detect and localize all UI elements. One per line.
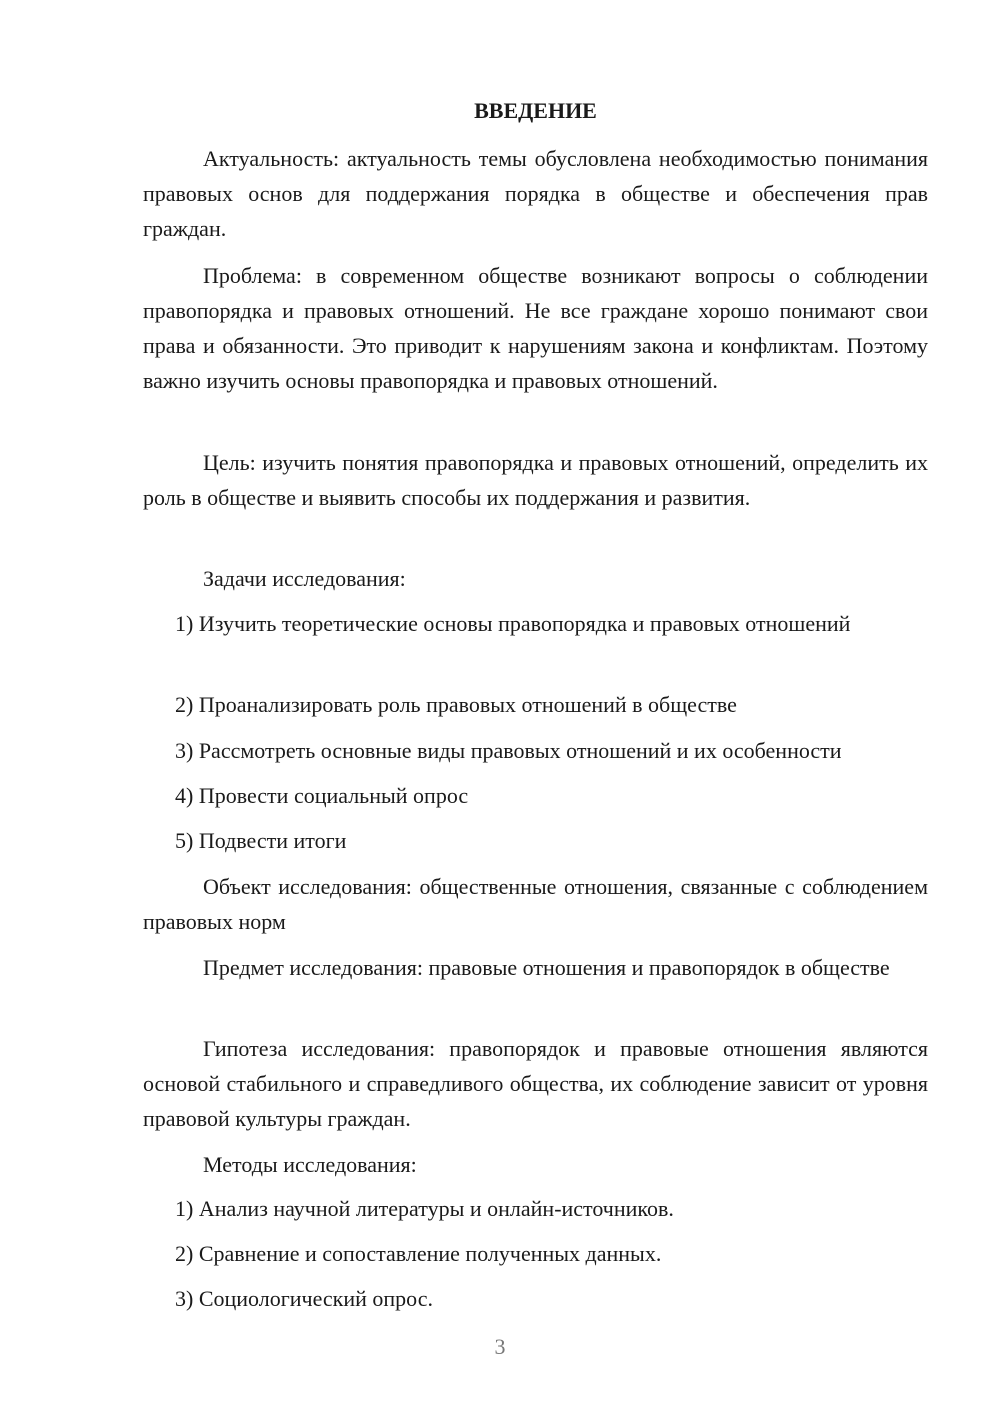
hypothesis-paragraph: Гипотеза исследования: правопорядок и правовые отношения являются основой стабильного и справедливого общества, их соблюдение зависит от уровня правовой культуры граждан. xyxy=(143,1036,928,1131)
tasks-heading: Задачи исследования: xyxy=(203,566,406,591)
object-paragraph: Объект исследования: общественные отношения, связанные с соблюдением правовых норм xyxy=(143,874,928,934)
section-title: ВВЕДЕНИЕ xyxy=(474,98,597,123)
methods-heading: Методы исследования: xyxy=(203,1152,417,1177)
subject-paragraph: Предмет исследования: правовые отношения и правопорядок в обществе xyxy=(203,955,890,980)
task-item-4: 4) Провести социальный опрос xyxy=(175,783,469,808)
relevance-paragraph: Актуальность: актуальность темы обусловлена необходимостью понимания правовых основ для поддержания порядка в обществе и обеспечения прав граждан. xyxy=(143,146,928,241)
method-item-2: 2) Сравнение и сопоставление полученных данных. xyxy=(175,1241,662,1266)
task-item-1: 1) Изучить теоретические основы правопорядка и правовых отношений xyxy=(175,611,851,636)
task-item-3: 3) Рассмотреть основные виды правовых отношений и их особенности xyxy=(175,738,842,763)
task-item-2: 2) Проанализировать роль правовых отношений в обществе xyxy=(175,692,737,717)
goal-paragraph: Цель: изучить понятия правопорядка и правовых отношений, определить их роль в обществе и выявить способы их поддержания и развития. xyxy=(143,450,928,510)
page-number: 3 xyxy=(494,1334,506,1359)
task-item-5: 5) Подвести итоги xyxy=(175,828,347,853)
method-item-1: 1) Анализ научной литературы и онлайн-источников. xyxy=(175,1196,674,1221)
problem-paragraph: Проблема: в современном обществе возникают вопросы о соблюдении правопорядка и правовых отношений. Не все граждане хорошо понимают свои права и обязанности. Это приводит к нарушениям закона и конфликтам. Поэтому важно изучить основы правопорядка и правовых отношений. xyxy=(143,263,928,393)
method-item-3: 3) Социологический опрос. xyxy=(175,1286,433,1311)
